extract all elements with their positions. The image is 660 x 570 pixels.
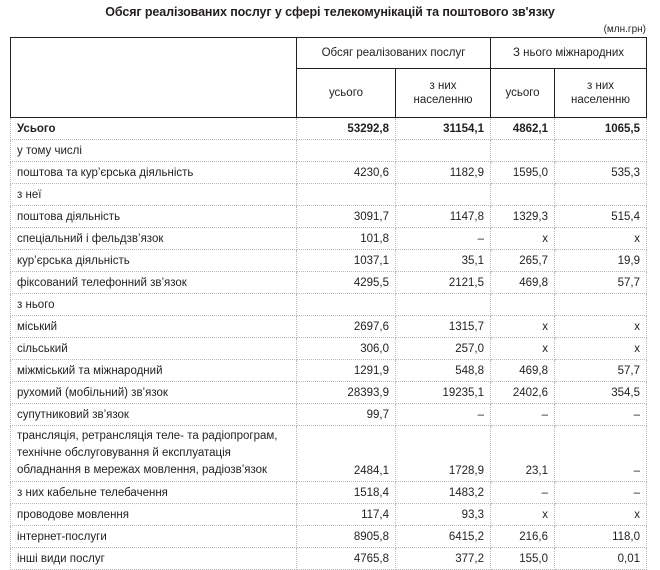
- row-value: 117,4: [297, 504, 396, 526]
- row-label: проводове мовлення: [11, 504, 297, 526]
- row-value: 93,3: [396, 504, 491, 526]
- table-row: [11, 250, 647, 272]
- table-row: [11, 316, 647, 338]
- row-value: 57,7: [555, 360, 647, 382]
- table-row: [11, 228, 647, 250]
- row-value: 31154,1: [396, 118, 491, 140]
- row-value: 1329,3: [491, 206, 555, 228]
- table-body: [11, 118, 647, 570]
- row-value: –: [491, 482, 555, 504]
- row-value: x: [491, 316, 555, 338]
- row-value: –: [396, 228, 491, 250]
- row-value: 548,8: [396, 360, 491, 382]
- row-value: 257,0: [396, 338, 491, 360]
- row-value: [396, 294, 491, 316]
- row-label: сільський: [11, 338, 297, 360]
- row-value: 1065,5: [555, 118, 647, 140]
- table-row: [11, 504, 647, 526]
- row-value: [491, 184, 555, 206]
- header-services-population: [396, 69, 491, 118]
- row-value: [491, 294, 555, 316]
- row-value: 2484,1: [297, 426, 396, 482]
- header-international-population-line2: населенню: [571, 94, 630, 106]
- table-row: [11, 118, 647, 140]
- row-label: Усього: [11, 118, 297, 140]
- row-value: 4765,8: [297, 548, 396, 570]
- row-value: 1728,9: [396, 426, 491, 482]
- row-value: 354,5: [555, 382, 647, 404]
- row-label: поштова та кур’єрська діяльність: [11, 162, 297, 184]
- units-label: (млн.грн): [603, 24, 646, 35]
- table-row: [11, 482, 647, 504]
- row-value: x: [555, 504, 647, 526]
- row-value: –: [555, 482, 647, 504]
- row-value: 57,7: [555, 272, 647, 294]
- row-label: супутниковий зв’язок: [11, 404, 297, 426]
- row-value: 469,8: [491, 360, 555, 382]
- row-value: –: [491, 404, 555, 426]
- row-label: у тому числі: [11, 140, 297, 162]
- table-row: [11, 404, 647, 426]
- row-value: [396, 184, 491, 206]
- row-value: 265,7: [491, 250, 555, 272]
- row-value: 53292,8: [297, 118, 396, 140]
- row-value: x: [491, 504, 555, 526]
- table-row: [11, 294, 647, 316]
- row-value: 23,1: [491, 426, 555, 482]
- row-value: 2121,5: [396, 272, 491, 294]
- row-value: 0,01: [555, 548, 647, 570]
- row-value: –: [396, 404, 491, 426]
- row-value: [491, 140, 555, 162]
- row-label: поштова діяльність: [11, 206, 297, 228]
- row-value: 4295,5: [297, 272, 396, 294]
- table-row: [11, 382, 647, 404]
- row-value: 8905,8: [297, 526, 396, 548]
- row-label: з нього: [11, 294, 297, 316]
- row-label: рухомий (мобільний) зв’язок: [11, 382, 297, 404]
- row-label: трансляція, ретрансляція теле- та радіопрограм, технічне обслуговування й експлуатація обладнання в мережах мовлення, радіозв’язок: [11, 426, 297, 482]
- header-corner-cell: [11, 38, 297, 118]
- row-value: 155,0: [491, 548, 555, 570]
- row-value: 1182,9: [396, 162, 491, 184]
- row-value: 1147,8: [396, 206, 491, 228]
- row-value: x: [491, 338, 555, 360]
- row-value: x: [555, 316, 647, 338]
- row-label: міжміський та міжнародний: [11, 360, 297, 382]
- header-services-population-line2: населенню: [413, 94, 473, 106]
- row-value: 535,3: [555, 162, 647, 184]
- row-value: 35,1: [396, 250, 491, 272]
- table-row: [11, 206, 647, 228]
- row-value: 1291,9: [297, 360, 396, 382]
- row-value: [555, 140, 647, 162]
- table-row: [11, 426, 647, 482]
- row-value: 2402,6: [491, 382, 555, 404]
- row-value: 3091,7: [297, 206, 396, 228]
- row-value: –: [555, 404, 647, 426]
- row-label: міський: [11, 316, 297, 338]
- row-value: 1483,2: [396, 482, 491, 504]
- table-container: [0, 37, 660, 570]
- row-value: 118,0: [555, 526, 647, 548]
- row-value: [555, 294, 647, 316]
- header-services-total: усього: [297, 69, 396, 118]
- table-row: [11, 338, 647, 360]
- statistics-table: [10, 37, 647, 570]
- row-label: інші види послуг: [11, 548, 297, 570]
- header-international-population-line1: з них: [587, 80, 615, 92]
- row-value: x: [555, 338, 647, 360]
- table-row: [11, 162, 647, 184]
- row-value: x: [555, 228, 647, 250]
- row-value: [297, 184, 396, 206]
- row-value: 377,2: [396, 548, 491, 570]
- row-value: [297, 294, 396, 316]
- row-label: кур’єрська діяльність: [11, 250, 297, 272]
- table-row: [11, 272, 647, 294]
- row-label: фіксований телефонний зв’язок: [11, 272, 297, 294]
- row-value: 1037,1: [297, 250, 396, 272]
- header-group-services: Обсяг реалізованих послуг: [297, 38, 491, 69]
- row-value: x: [491, 228, 555, 250]
- row-value: [396, 140, 491, 162]
- table-header: [11, 38, 647, 118]
- row-label: з неї: [11, 184, 297, 206]
- row-label: інтернет-послуги: [11, 526, 297, 548]
- row-value: 2697,6: [297, 316, 396, 338]
- header-international-total: усього: [491, 69, 555, 118]
- row-value: 4230,6: [297, 162, 396, 184]
- table-row: [11, 184, 647, 206]
- page-title: Обсяг реалізованих послуг у сфері телекомунікацій та поштового зв'язку: [105, 5, 555, 19]
- row-value: 99,7: [297, 404, 396, 426]
- row-value: 28393,9: [297, 382, 396, 404]
- row-value: 1595,0: [491, 162, 555, 184]
- row-label: спеціальний і фельдзв’язок: [11, 228, 297, 250]
- header-services-population-line1: з них: [429, 80, 457, 92]
- row-value: 1315,7: [396, 316, 491, 338]
- header-group-row: [11, 38, 647, 69]
- table-row: [11, 140, 647, 162]
- table-row: [11, 526, 647, 548]
- header-group-international: З нього міжнародних: [491, 38, 647, 69]
- row-value: 6415,2: [396, 526, 491, 548]
- row-value: 19235,1: [396, 382, 491, 404]
- row-value: 216,6: [491, 526, 555, 548]
- row-value: 19,9: [555, 250, 647, 272]
- header-international-population: [555, 69, 647, 118]
- row-value: [297, 140, 396, 162]
- row-label: з них кабельне телебачення: [11, 482, 297, 504]
- row-value: –: [555, 426, 647, 482]
- row-value: 306,0: [297, 338, 396, 360]
- table-row: [11, 548, 647, 570]
- row-value: 4862,1: [491, 118, 555, 140]
- row-value: 101,8: [297, 228, 396, 250]
- row-value: 1518,4: [297, 482, 396, 504]
- table-row: [11, 360, 647, 382]
- row-value: 469,8: [491, 272, 555, 294]
- row-value: 515,4: [555, 206, 647, 228]
- row-value: [555, 184, 647, 206]
